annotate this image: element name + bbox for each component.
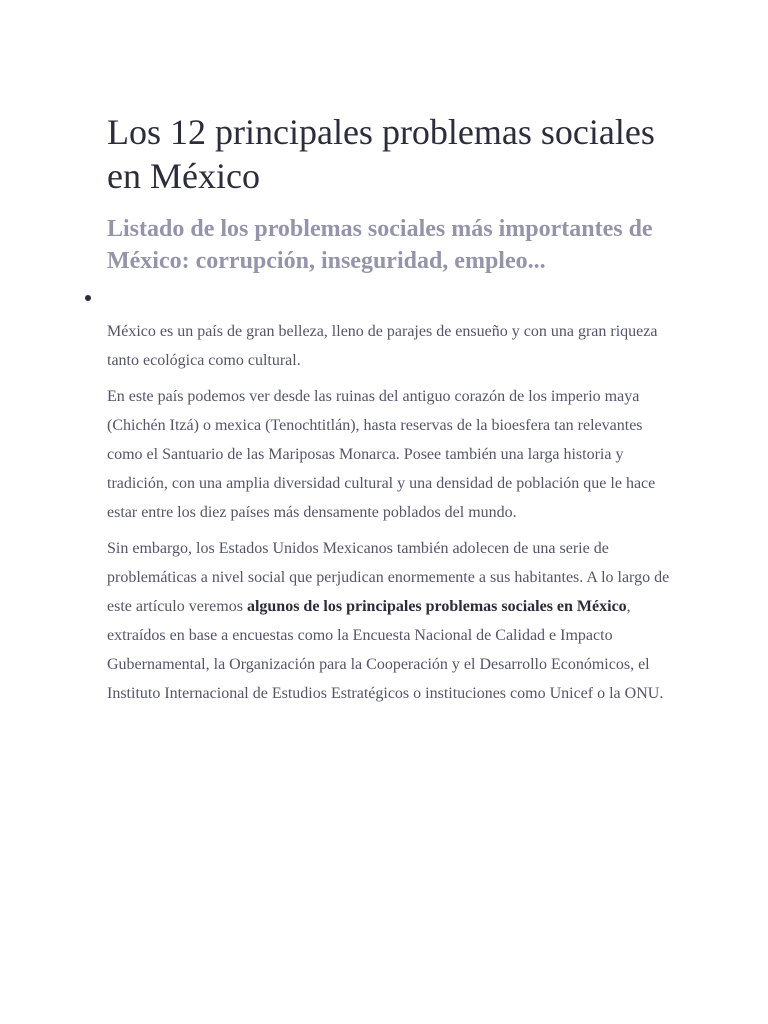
article: [107, 110, 677, 715]
bullet-dot: [85, 295, 91, 301]
paragraph-problems-text-before: Sin embargo, los Estados Unidos Mexicanos también adolecen de una serie de problemáticas a nivel social que perjudican enormemente a sus habitantes. A lo largo de este artículo veremos: [107, 540, 670, 615]
article-title: Los 12 principales problemas sociales en México: [107, 112, 655, 196]
empty-bullet-list: [107, 283, 677, 317]
paragraph-intro: México es un país de gran belleza, lleno de parajes de ensueño y con una gran riqueza tanto ecológica como cultural.: [107, 323, 658, 369]
paragraph-problems-text-after: , extraídos en base a encuestas como la Encuesta Nacional de Calidad e Impacto Gubernamental, la Organización para la Cooperación y el Desarrollo Económicos, el Instituto Internacional de Estudios Estratégicos o instituciones como Unicef o la ONU.: [107, 598, 664, 702]
article-subtitle: Listado de los problemas sociales más importantes de México: corrupción, inseguridad, empleo...: [107, 216, 653, 274]
paragraph-heritage: En este país podemos ver desde las ruinas del antiguo corazón de los imperio maya (Chichén Itzá) o mexica (Tenochtitlán), hasta reservas de la bioesfera tan relevantes como el Santuario de las Mariposas Monarca. Posee también una larga historia y tradición, con una amplia diversidad cultural y una densidad de población que le hace estar entre los diez países más densamente poblados del mundo.: [107, 388, 656, 521]
paragraph-problems-emphasis: algunos de los principales problemas sociales en México: [246, 598, 627, 615]
paragraph-problems: [107, 534, 677, 708]
